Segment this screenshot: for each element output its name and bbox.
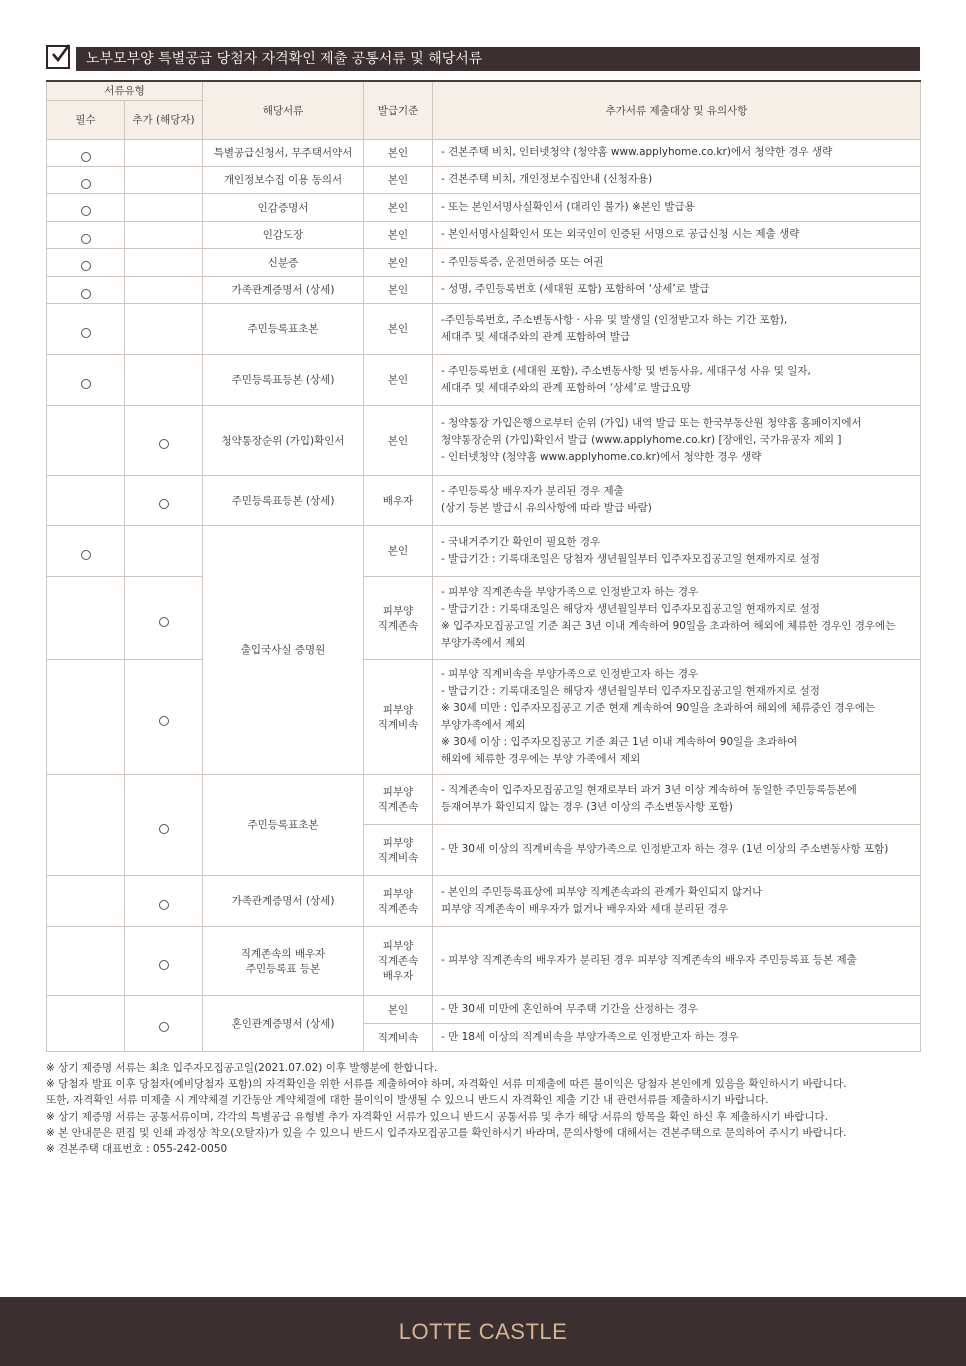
document-cell: 주민등록표초본 [203, 774, 364, 875]
basis-cell: 본인 [364, 193, 433, 221]
notes-cell: - 주민등록증, 운전면허증 또는 여권 [433, 248, 921, 276]
table-row [47, 774, 921, 824]
notes-cell: - 직계존속이 입주자모집공고일 현재로부터 과거 3년 이상 계속하여 동일한 주민등록등본에 등재여부가 확인되지 않는 경우 (3년 이상의 주소변동사항 포함) [433, 774, 921, 824]
table-row [47, 276, 921, 303]
additional-mark [159, 824, 169, 834]
table-row [47, 995, 921, 1023]
required-mark [81, 179, 91, 189]
document-cell: 인감증명서 [203, 193, 364, 221]
footnote: ※ 상기 제증명 서류는 최초 입주자모집공고일(2021.07.02) 이후 발행분에 한합니다. [46, 1062, 438, 1074]
check-icon [46, 45, 70, 69]
required-mark [81, 261, 91, 271]
basis-cell: 피부양 직계존속 [364, 576, 433, 659]
header-notes: 추가서류 제출대상 및 유의사항 [433, 81, 921, 139]
document-cell: 개인정보수집 이용 동의서 [203, 166, 364, 193]
basis-cell: 피부양 직계존속 [364, 774, 433, 824]
document-cell: 주민등록표초본 [203, 303, 364, 354]
basis-cell: 본인 [364, 139, 433, 166]
required-mark [81, 289, 91, 299]
additional-mark [159, 1022, 169, 1032]
notes-cell: - 주민등록번호 (세대원 포함), 주소변동사항 및 변동사유, 세대구성 사유 및 일자, 세대주 및 세대주와의 관계 포함하여 ‘상세’로 발급요망 [433, 354, 921, 405]
notes-cell: - 피부양 직계비속을 부양가족으로 인정받고자 하는 경우 - 발급기간 : 기록대조일은 해당자 생년월일부터 입주자모집공고일 현재까지로 설정 ※ 30세 미만 : 입주자모집공고 기준 현재 계속하여 90일을 초과하여 해외에 체류중인 경우에는 부양가족에서 제외 ※ 30세 이상 : 입주자모집공고 기준 최근 1년 이내 계속하여 90일을 초과하여 해외에 체류한 경우에는 부양 가족에서 제외 [433, 659, 921, 774]
table-row [47, 659, 921, 774]
document-cell: 신분증 [203, 248, 364, 276]
notes-cell: - 피부양 직계존속을 부양가족으로 인정받고자 하는 경우 - 발급기간 : 기록대조일은 해당자 생년월일부터 입주자모집공고일 현재까지로 설정 ※ 입주자모집공고일 기준 최근 3년 이내 계속하여 90일을 초과하여 해외에 체류한 경우인 경우에는 부양가족에서 제외 [433, 576, 921, 659]
notes-cell: - 본인서명사실확인서 또는 외국인이 인증된 서명으로 공급신청 시는 제출 생략 [433, 221, 921, 248]
additional-mark [159, 499, 169, 509]
basis-cell: 직계비속 [364, 1023, 433, 1051]
footnotes [46, 1060, 926, 1157]
table-row [47, 166, 921, 193]
footnote: ※ 상기 제증명 서류는 공통서류이며, 각각의 특별공급 유형별 추가 자격확인 서류가 있으니 반드시 공통서류 및 추가 해당 서류의 항목을 확인 하신 후 제출하시기 바랍니다. [46, 1110, 828, 1123]
table-row [47, 193, 921, 221]
table-row [47, 576, 921, 659]
basis-cell: 피부양 직계존속 [364, 875, 433, 926]
required-mark [81, 234, 91, 244]
required-mark [81, 328, 91, 338]
required-mark [81, 206, 91, 216]
document-cell: 청약통장순위 (가입)확인서 [203, 405, 364, 475]
footnote: ※ 당첨자 발표 이후 당첨자(예비당첨자 포함)의 자격확인을 위한 서류를 제출하여야 하며, 자격확인 서류 미제출에 따른 불이익은 당첨자 본인에게 있음을 확인하시기 바랍니다. [46, 1078, 847, 1091]
footnote: ※ 본 안내문은 편집 및 인쇄 과정상 착오(오탈자)가 있을 수 있으니 반드시 입주자모집공고를 확인하시기 바라며, 문의사항에 대해서는 견본주택으로 문의하여 주시기 바랍니다. [46, 1126, 847, 1139]
document-cell: 특별공급신청서, 무주택서약서 [203, 139, 364, 166]
table-row [47, 139, 921, 166]
notes-cell: -주민등록번호, 주소변동사항 · 사유 및 발생일 (인정받고자 하는 기간 포함), 세대주 및 세대주와의 관계 포함하여 발급 [433, 303, 921, 354]
section-title: 노부모부양 특별공급 당첨자 자격확인 제출 공통서류 및 해당서류 [76, 47, 920, 71]
additional-mark [159, 439, 169, 449]
basis-cell: 본인 [364, 303, 433, 354]
table-row [47, 475, 921, 525]
footer-bar [0, 1297, 966, 1366]
notes-cell: - 국내거주기간 확인이 필요한 경우 - 발급기간 : 기록대조일은 당첨자 생년월일부터 입주자모집공고일 현재까지로 설정 [433, 525, 921, 576]
basis-cell: 본인 [364, 525, 433, 576]
document-cell: 가족관계증명서 (상세) [203, 875, 364, 926]
document-cell: 주민등록표등본 (상세) [203, 354, 364, 405]
basis-cell: 피부양 직계비속 [364, 824, 433, 875]
required-cell [47, 139, 125, 166]
basis-cell: 본인 [364, 276, 433, 303]
header-document: 해당서류 [203, 81, 364, 139]
header-issue-basis: 발급기준 [364, 81, 433, 139]
table-row [47, 248, 921, 276]
basis-cell: 본인 [364, 405, 433, 475]
basis-cell: 본인 [364, 995, 433, 1023]
additional-mark [159, 617, 169, 627]
header-required: 필수 [47, 100, 125, 139]
notes-cell: - 견본주택 비치, 개인정보수집안내 (신청자용) [433, 166, 921, 193]
notes-cell: - 만 18세 이상의 직계비속을 부양가족으로 인정받고자 하는 경우 [433, 1023, 921, 1051]
footnote: 또한, 자격확인 서류 미제출 시 계약체결 기간동안 계약체결에 대한 불이익이 발생될 수 있으니 반드시 자격확인 제출 기간 내 관련서류를 제출하시기 바랍니다. [46, 1094, 769, 1107]
basis-cell: 본인 [364, 248, 433, 276]
basis-cell: 피부양 직계존속 배우자 [364, 926, 433, 995]
notes-cell: - 만 30세 미만에 혼인하여 무주택 기간을 산정하는 경우 [433, 995, 921, 1023]
notes-cell: - 피부양 직계존속의 배우자가 분리된 경우 피부양 직계존속의 배우자 주민등록표 등본 제출 [433, 926, 921, 995]
document-cell: 직계존속의 배우자 주민등록표 등본 [203, 926, 364, 995]
documents-table [46, 80, 921, 1052]
notes-cell: - 또는 본인서명사실확인서 (대리인 불가) ※본인 발급용 [433, 193, 921, 221]
document-cell: 가족관계증명서 (상세) [203, 276, 364, 303]
basis-cell: 배우자 [364, 475, 433, 525]
document-cell: 출입국사실 증명원 [203, 525, 364, 774]
table-row [47, 405, 921, 475]
table-row [47, 303, 921, 354]
additional-mark [159, 960, 169, 970]
table-row [47, 525, 921, 576]
notes-cell: - 본인의 주민등록표상에 피부양 직계존속과의 관계가 확인되지 않거나 피부양 직계존속이 배우자가 없거나 배우자와 세대 분리된 경우 [433, 875, 921, 926]
additional-mark [159, 716, 169, 726]
basis-cell: 본인 [364, 354, 433, 405]
required-mark [81, 550, 91, 560]
table-row [47, 221, 921, 248]
table-row [47, 354, 921, 405]
required-mark [81, 152, 91, 162]
basis-cell: 피부양 직계비속 [364, 659, 433, 774]
brand-logo: LOTTE CASTLE [398, 1319, 568, 1344]
additional-cell [125, 139, 203, 166]
table-row [47, 875, 921, 926]
footnote: ※ 견본주택 대표번호 : 055-242-0050 [46, 1143, 228, 1156]
document-cell: 인감도장 [203, 221, 364, 248]
required-mark [81, 379, 91, 389]
section-header [46, 45, 920, 72]
notes-cell: - 견본주택 비치, 인터넷청약 (청약홈 www.applyhome.co.kr)에서 청약한 경우 생략 [433, 139, 921, 166]
header-doc-type: 서류유형 [47, 81, 203, 100]
additional-mark [159, 900, 169, 910]
table-row [47, 926, 921, 995]
notes-cell: - 만 30세 이상의 직계비속을 부양가족으로 인정받고자 하는 경우 (1년 이상의 주소변동사항 포함) [433, 824, 921, 875]
header-additional: 추가 (해당자) [125, 100, 203, 139]
basis-cell: 본인 [364, 166, 433, 193]
basis-cell: 본인 [364, 221, 433, 248]
notes-cell: - 주민등록상 배우자가 분리된 경우 제출 (상기 등본 발급시 유의사항에 따라 발급 바람) [433, 475, 921, 525]
notes-cell: - 성명, 주민등록번호 (세대원 포함) 포함하여 ‘상세’로 발급 [433, 276, 921, 303]
notes-cell: - 청약통장 가입은행으로부터 순위 (가입) 내역 발급 또는 한국부동산원 청약홈 홈페이지에서 청약통장순위 (가입)확인서 발급 (www.applyhome.co.kr) [장애인, 국가유공자 제외 ] - 인터넷청약 (청약홈 www.applyhome.co.kr)에서 청약한 경우 생략 [433, 405, 921, 475]
document-cell: 혼인관계증명서 (상세) [203, 995, 364, 1051]
document-cell: 주민등록표등본 (상세) [203, 475, 364, 525]
